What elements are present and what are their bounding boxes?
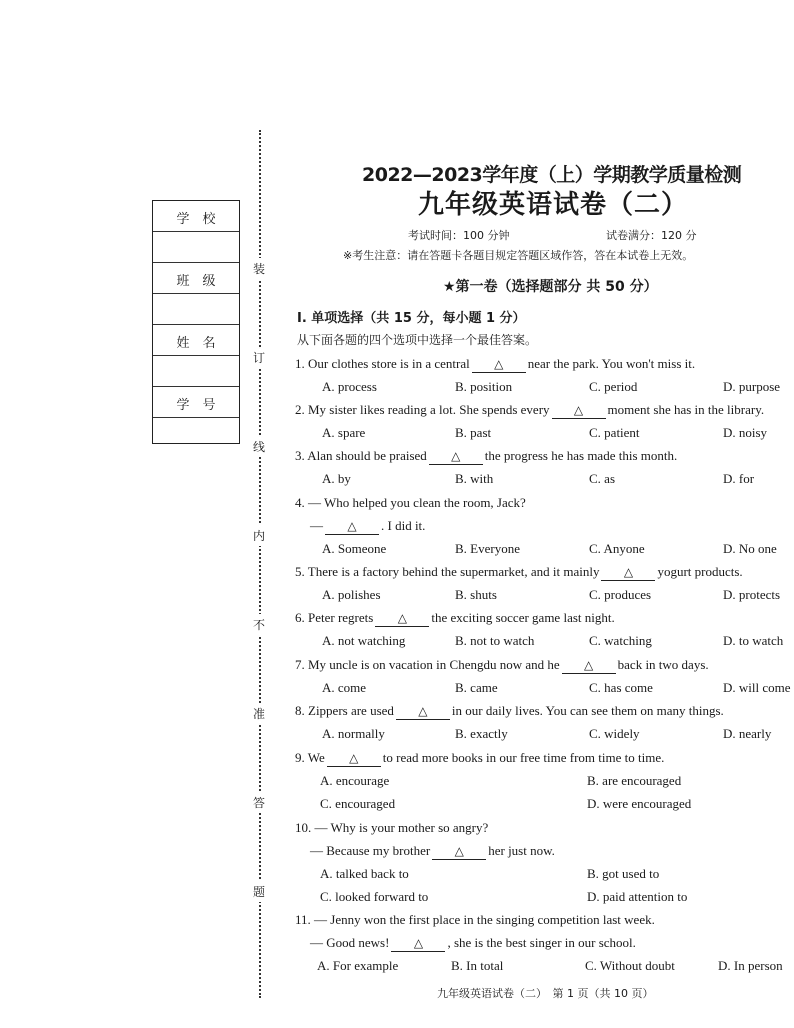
question-text: the progress he has made this month. bbox=[484, 448, 678, 463]
answer-option[interactable]: A. polishes bbox=[322, 587, 381, 602]
answer-option[interactable]: C. Anyone bbox=[589, 541, 645, 556]
question-stem bbox=[295, 820, 488, 836]
answer-option[interactable]: C. widely bbox=[589, 726, 640, 741]
question-response bbox=[310, 935, 636, 952]
question-stem bbox=[295, 610, 615, 627]
exam-title: 九年级英语试卷（二） bbox=[418, 190, 689, 220]
question-stem bbox=[295, 402, 764, 419]
answer-option[interactable]: D. paid attention to bbox=[587, 889, 688, 904]
answer-option[interactable]: D. were encouraged bbox=[587, 796, 692, 811]
part-title: Ⅰ. 单项选择（共 15 分，每小题 1 分） bbox=[297, 311, 526, 326]
exam-notice: ※考生注意：请在答题卡各题目规定答题区域作答，答在本试卷上无效。 bbox=[343, 249, 694, 262]
answer-option[interactable]: D. In person bbox=[718, 958, 783, 973]
answer-option[interactable]: A. spare bbox=[322, 425, 366, 440]
question-text: 7. My uncle is on vacation in Chengdu now and he bbox=[295, 657, 560, 672]
question-text: 6. Peter regrets bbox=[295, 610, 374, 625]
answer-blank[interactable]: △ bbox=[325, 520, 379, 535]
binding-char: 内 bbox=[253, 525, 265, 546]
question-text: — Good news! bbox=[310, 935, 390, 950]
answer-option[interactable]: A. normally bbox=[322, 726, 385, 741]
answer-option[interactable]: A. For example bbox=[317, 958, 399, 973]
answer-blank[interactable]: △ bbox=[432, 845, 486, 860]
answer-option[interactable]: B. got used to bbox=[587, 866, 660, 881]
answer-option[interactable]: A. Someone bbox=[322, 541, 387, 556]
answer-option[interactable]: C. patient bbox=[589, 425, 640, 440]
answer-option[interactable]: B. position bbox=[455, 379, 513, 394]
binding-char: 订 bbox=[253, 347, 265, 368]
answer-option[interactable]: A. process bbox=[322, 379, 377, 394]
question-text: 9. We bbox=[295, 750, 325, 765]
answer-option[interactable]: B. Everyone bbox=[455, 541, 520, 556]
student-id-row[interactable] bbox=[153, 387, 239, 418]
question-text: the exciting soccer game last night. bbox=[431, 610, 615, 625]
answer-option[interactable]: A. come bbox=[322, 680, 367, 695]
name-blank[interactable] bbox=[153, 356, 239, 387]
question-stem bbox=[295, 495, 526, 511]
question-text: 1. Our clothes store is in a central bbox=[295, 356, 470, 371]
exam-year-title: 2022—2023学年度（上）学期教学质量检测 bbox=[362, 164, 742, 186]
question-stem bbox=[295, 703, 724, 720]
question-text: — Because my brother bbox=[310, 843, 431, 858]
question-response bbox=[310, 843, 555, 860]
question-text: — bbox=[310, 518, 323, 533]
answer-blank[interactable]: △ bbox=[472, 358, 526, 373]
answer-option[interactable]: B. shuts bbox=[455, 587, 497, 602]
binding-char: 装 bbox=[253, 258, 265, 279]
question-text: 3. Alan should be praised bbox=[295, 448, 427, 463]
question-stem bbox=[295, 356, 695, 373]
question-text: 4. — Who helped you clean the room, Jack? bbox=[295, 495, 526, 510]
answer-option[interactable]: D. protects bbox=[723, 587, 781, 602]
answer-option[interactable]: C. looked forward to bbox=[320, 889, 429, 904]
binding-char: 题 bbox=[253, 881, 265, 902]
class-blank[interactable] bbox=[153, 294, 239, 325]
student-info-box bbox=[152, 200, 240, 444]
question-stem bbox=[295, 564, 743, 581]
answer-option[interactable]: C. produces bbox=[589, 587, 652, 602]
page-footer: 九年级英语试卷（二） 第 1 页（共 10 页） bbox=[437, 987, 654, 1000]
question-stem bbox=[295, 750, 664, 767]
section-title: ★第一卷（选择题部分 共 50 分） bbox=[443, 279, 658, 295]
student-id-blank[interactable] bbox=[153, 418, 239, 448]
answer-option[interactable]: C. encouraged bbox=[320, 796, 396, 811]
question-stem bbox=[295, 657, 709, 674]
answer-option[interactable]: A. encourage bbox=[320, 773, 390, 788]
answer-blank[interactable]: △ bbox=[327, 752, 381, 767]
question-text: in our daily lives. You can see them on many things. bbox=[451, 703, 724, 718]
name-label: 姓 名 bbox=[176, 336, 216, 351]
question-response bbox=[310, 518, 425, 535]
answer-option[interactable]: C. period bbox=[589, 379, 638, 394]
answer-option[interactable]: C. Without doubt bbox=[585, 958, 675, 973]
answer-option[interactable]: A. by bbox=[322, 471, 351, 486]
question-text: 2. My sister likes reading a lot. She spends every bbox=[295, 402, 550, 417]
binding-char: 准 bbox=[253, 703, 265, 724]
answer-option[interactable]: D. will come bbox=[723, 680, 791, 695]
answer-option[interactable]: D. to watch bbox=[723, 633, 784, 648]
answer-blank[interactable]: △ bbox=[552, 404, 606, 419]
question-text: to read more books in our free time from time to time. bbox=[382, 750, 665, 765]
answer-blank[interactable]: △ bbox=[375, 612, 429, 627]
answer-option[interactable]: D. for bbox=[723, 471, 755, 486]
question-text: 8. Zippers are used bbox=[295, 703, 394, 718]
answer-option[interactable]: D. purpose bbox=[723, 379, 781, 394]
answer-option[interactable]: B. exactly bbox=[455, 726, 508, 741]
answer-option[interactable]: B. are encouraged bbox=[587, 773, 682, 788]
question-text: near the park. You won't miss it. bbox=[527, 356, 696, 371]
answer-option[interactable]: B. past bbox=[455, 425, 492, 440]
question-stem bbox=[295, 448, 677, 465]
binding-char: 线 bbox=[253, 436, 265, 457]
answer-option[interactable]: D. No one bbox=[723, 541, 777, 556]
answer-option[interactable]: C. watching bbox=[589, 633, 652, 648]
full-score: 试卷满分：120 分 bbox=[606, 229, 697, 242]
answer-option[interactable]: B. In total bbox=[451, 958, 504, 973]
answer-option[interactable]: D. noisy bbox=[723, 425, 768, 440]
answer-option[interactable]: D. nearly bbox=[723, 726, 772, 741]
question-text: her just now. bbox=[488, 843, 555, 858]
answer-blank[interactable]: △ bbox=[429, 450, 483, 465]
question-text: , she is the best singer in our school. bbox=[447, 935, 636, 950]
exam-time: 考试时间：100 分钟 bbox=[408, 229, 510, 242]
answer-option[interactable]: A. not watching bbox=[322, 633, 406, 648]
answer-option[interactable]: A. talked back to bbox=[320, 866, 409, 881]
question-text: back in two days. bbox=[617, 657, 709, 672]
class-row[interactable] bbox=[153, 263, 239, 294]
question-text: . I did it. bbox=[381, 518, 426, 533]
class-label: 班 级 bbox=[176, 274, 216, 289]
question-stem bbox=[295, 912, 655, 928]
student-id-label: 学 号 bbox=[176, 398, 216, 413]
answer-option[interactable]: B. came bbox=[455, 680, 498, 695]
answer-blank[interactable]: △ bbox=[601, 566, 655, 581]
question-text: 5. There is a factory behind the supermarket, and it mainly bbox=[295, 564, 600, 579]
school-blank[interactable] bbox=[153, 232, 239, 263]
binding-char: 答 bbox=[253, 792, 265, 813]
question-text: 10. — Why is your mother so angry? bbox=[295, 820, 489, 835]
answer-blank[interactable]: △ bbox=[562, 659, 616, 674]
answer-blank[interactable]: △ bbox=[391, 937, 445, 952]
binding-char: 不 bbox=[253, 614, 265, 635]
school-row[interactable] bbox=[153, 201, 239, 232]
name-row[interactable] bbox=[153, 325, 239, 356]
question-text: moment she has in the library. bbox=[607, 402, 765, 417]
answer-option[interactable]: C. has come bbox=[589, 680, 653, 695]
instruction: 从下面各题的四个选项中选择一个最佳答案。 bbox=[297, 333, 538, 347]
answer-option[interactable]: C. as bbox=[589, 471, 615, 486]
school-label: 学 校 bbox=[176, 212, 216, 227]
answer-option[interactable]: B. with bbox=[455, 471, 494, 486]
question-text: 11. — Jenny won the first place in the singing competition last week. bbox=[295, 912, 655, 927]
answer-blank[interactable]: △ bbox=[396, 705, 450, 720]
answer-option[interactable]: B. not to watch bbox=[455, 633, 535, 648]
question-text: yogurt products. bbox=[657, 564, 743, 579]
